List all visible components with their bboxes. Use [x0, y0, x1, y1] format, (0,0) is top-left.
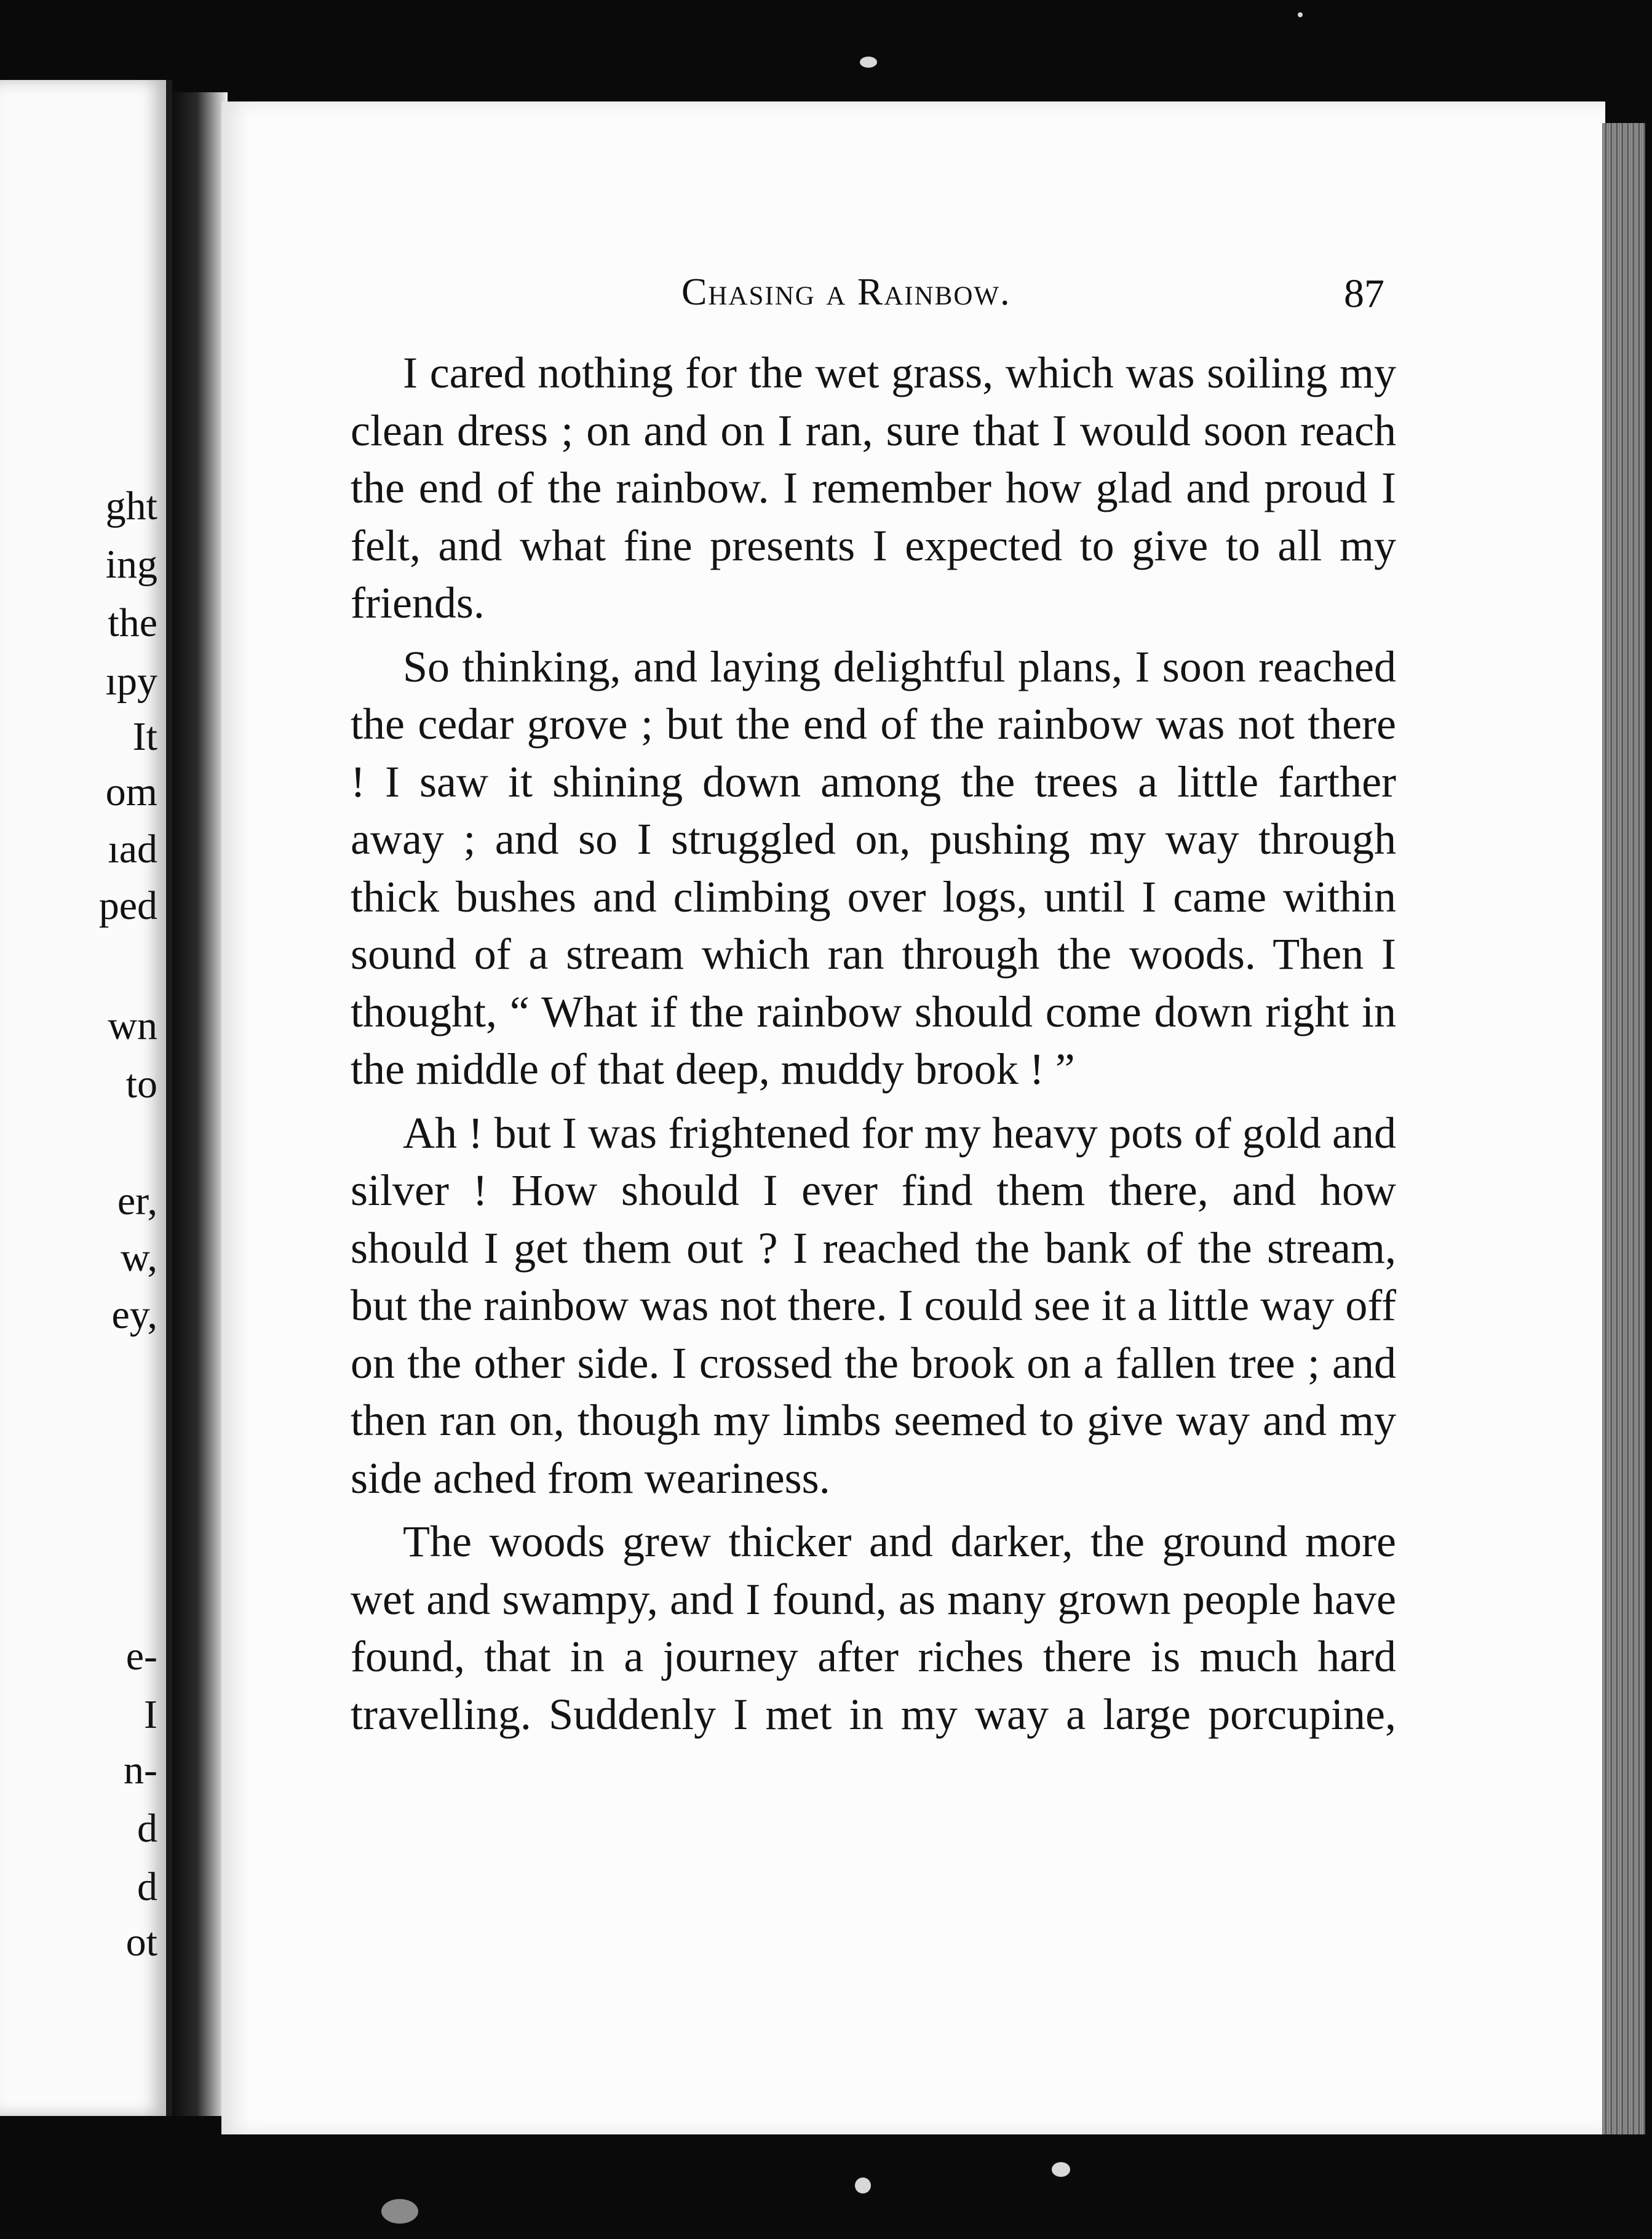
page-edges — [1602, 123, 1645, 2134]
left-fragment: d — [137, 1806, 157, 1851]
left-fragment: It — [132, 714, 157, 759]
page-number: 87 — [1344, 271, 1384, 316]
paragraph-4: The woods grew thicker and darker, the ground more wet and swampy, and I found, as many grown people have found, that in a journey after riches there is much hard travelling. Suddenly I met in my way a large porcupine, — [351, 1517, 1396, 1739]
body-text — [351, 344, 1396, 1749]
left-fragment: om — [105, 770, 157, 814]
left-fragment: w, — [121, 1235, 157, 1280]
left-fragment: the — [108, 600, 157, 645]
left-fragment: ıad — [108, 827, 157, 872]
scan-speck — [860, 57, 877, 68]
left-fragment: d — [137, 1864, 157, 1909]
left-facing-page — [0, 80, 172, 2116]
paragraph-3: Ah ! but I was frightened for my heavy pots of gold and silver ! How should I ever find them there, and how should I get them out ? I reached the bank of the stream, but the rainbow was not there. I could see it a little way off on the other side. I crossed the brook on a fallen tree ; and then ran on, though my limbs seemed to give way and my side ached from weariness. — [351, 1108, 1396, 1503]
scan-speck — [381, 2199, 418, 2224]
left-fragment: ot — [125, 1920, 157, 1965]
left-fragment: ıpy — [105, 659, 157, 704]
left-fragment: er, — [117, 1179, 157, 1223]
left-page-text-fragments — [0, 80, 166, 2116]
left-fragment: ing — [105, 542, 157, 587]
left-fragment: ey, — [111, 1292, 157, 1337]
scan-speck — [1052, 2162, 1070, 2177]
left-fragment: ght — [105, 483, 157, 528]
left-fragment: wn — [108, 1003, 157, 1048]
left-fragment: to — [125, 1062, 157, 1107]
left-fragment: n- — [124, 1748, 157, 1792]
paragraph-1: I cared nothing for the wet grass, which was soiling my clean dress ; on and on I ran, sure that I would soon reach the end of the rainbow. I remember how glad and proud I felt, and what fine presents I expected to give to all my friends. — [351, 348, 1396, 627]
scan-speck — [855, 2177, 871, 2193]
left-fragment: e- — [125, 1634, 157, 1679]
running-head: Chasing a Rainbow. — [681, 271, 1011, 313]
left-fragment: I — [144, 1692, 157, 1737]
paragraph-2: So thinking, and laying delightful plans, I soon reached the cedar grove ; but the end of the rainbow was not there ! I saw it shining down among the trees a little farther away ; and so I struggled on, pushing my way through thick bushes and climbing over logs, until I came within sound of a stream which ran through the woods. Then I thought, “ What if the rainbow should come down right in the middle of that deep, muddy brook ! ” — [351, 642, 1396, 1094]
scan-speck — [1298, 12, 1303, 17]
left-fragment: ped — [98, 883, 157, 928]
book-gutter — [172, 92, 228, 2116]
